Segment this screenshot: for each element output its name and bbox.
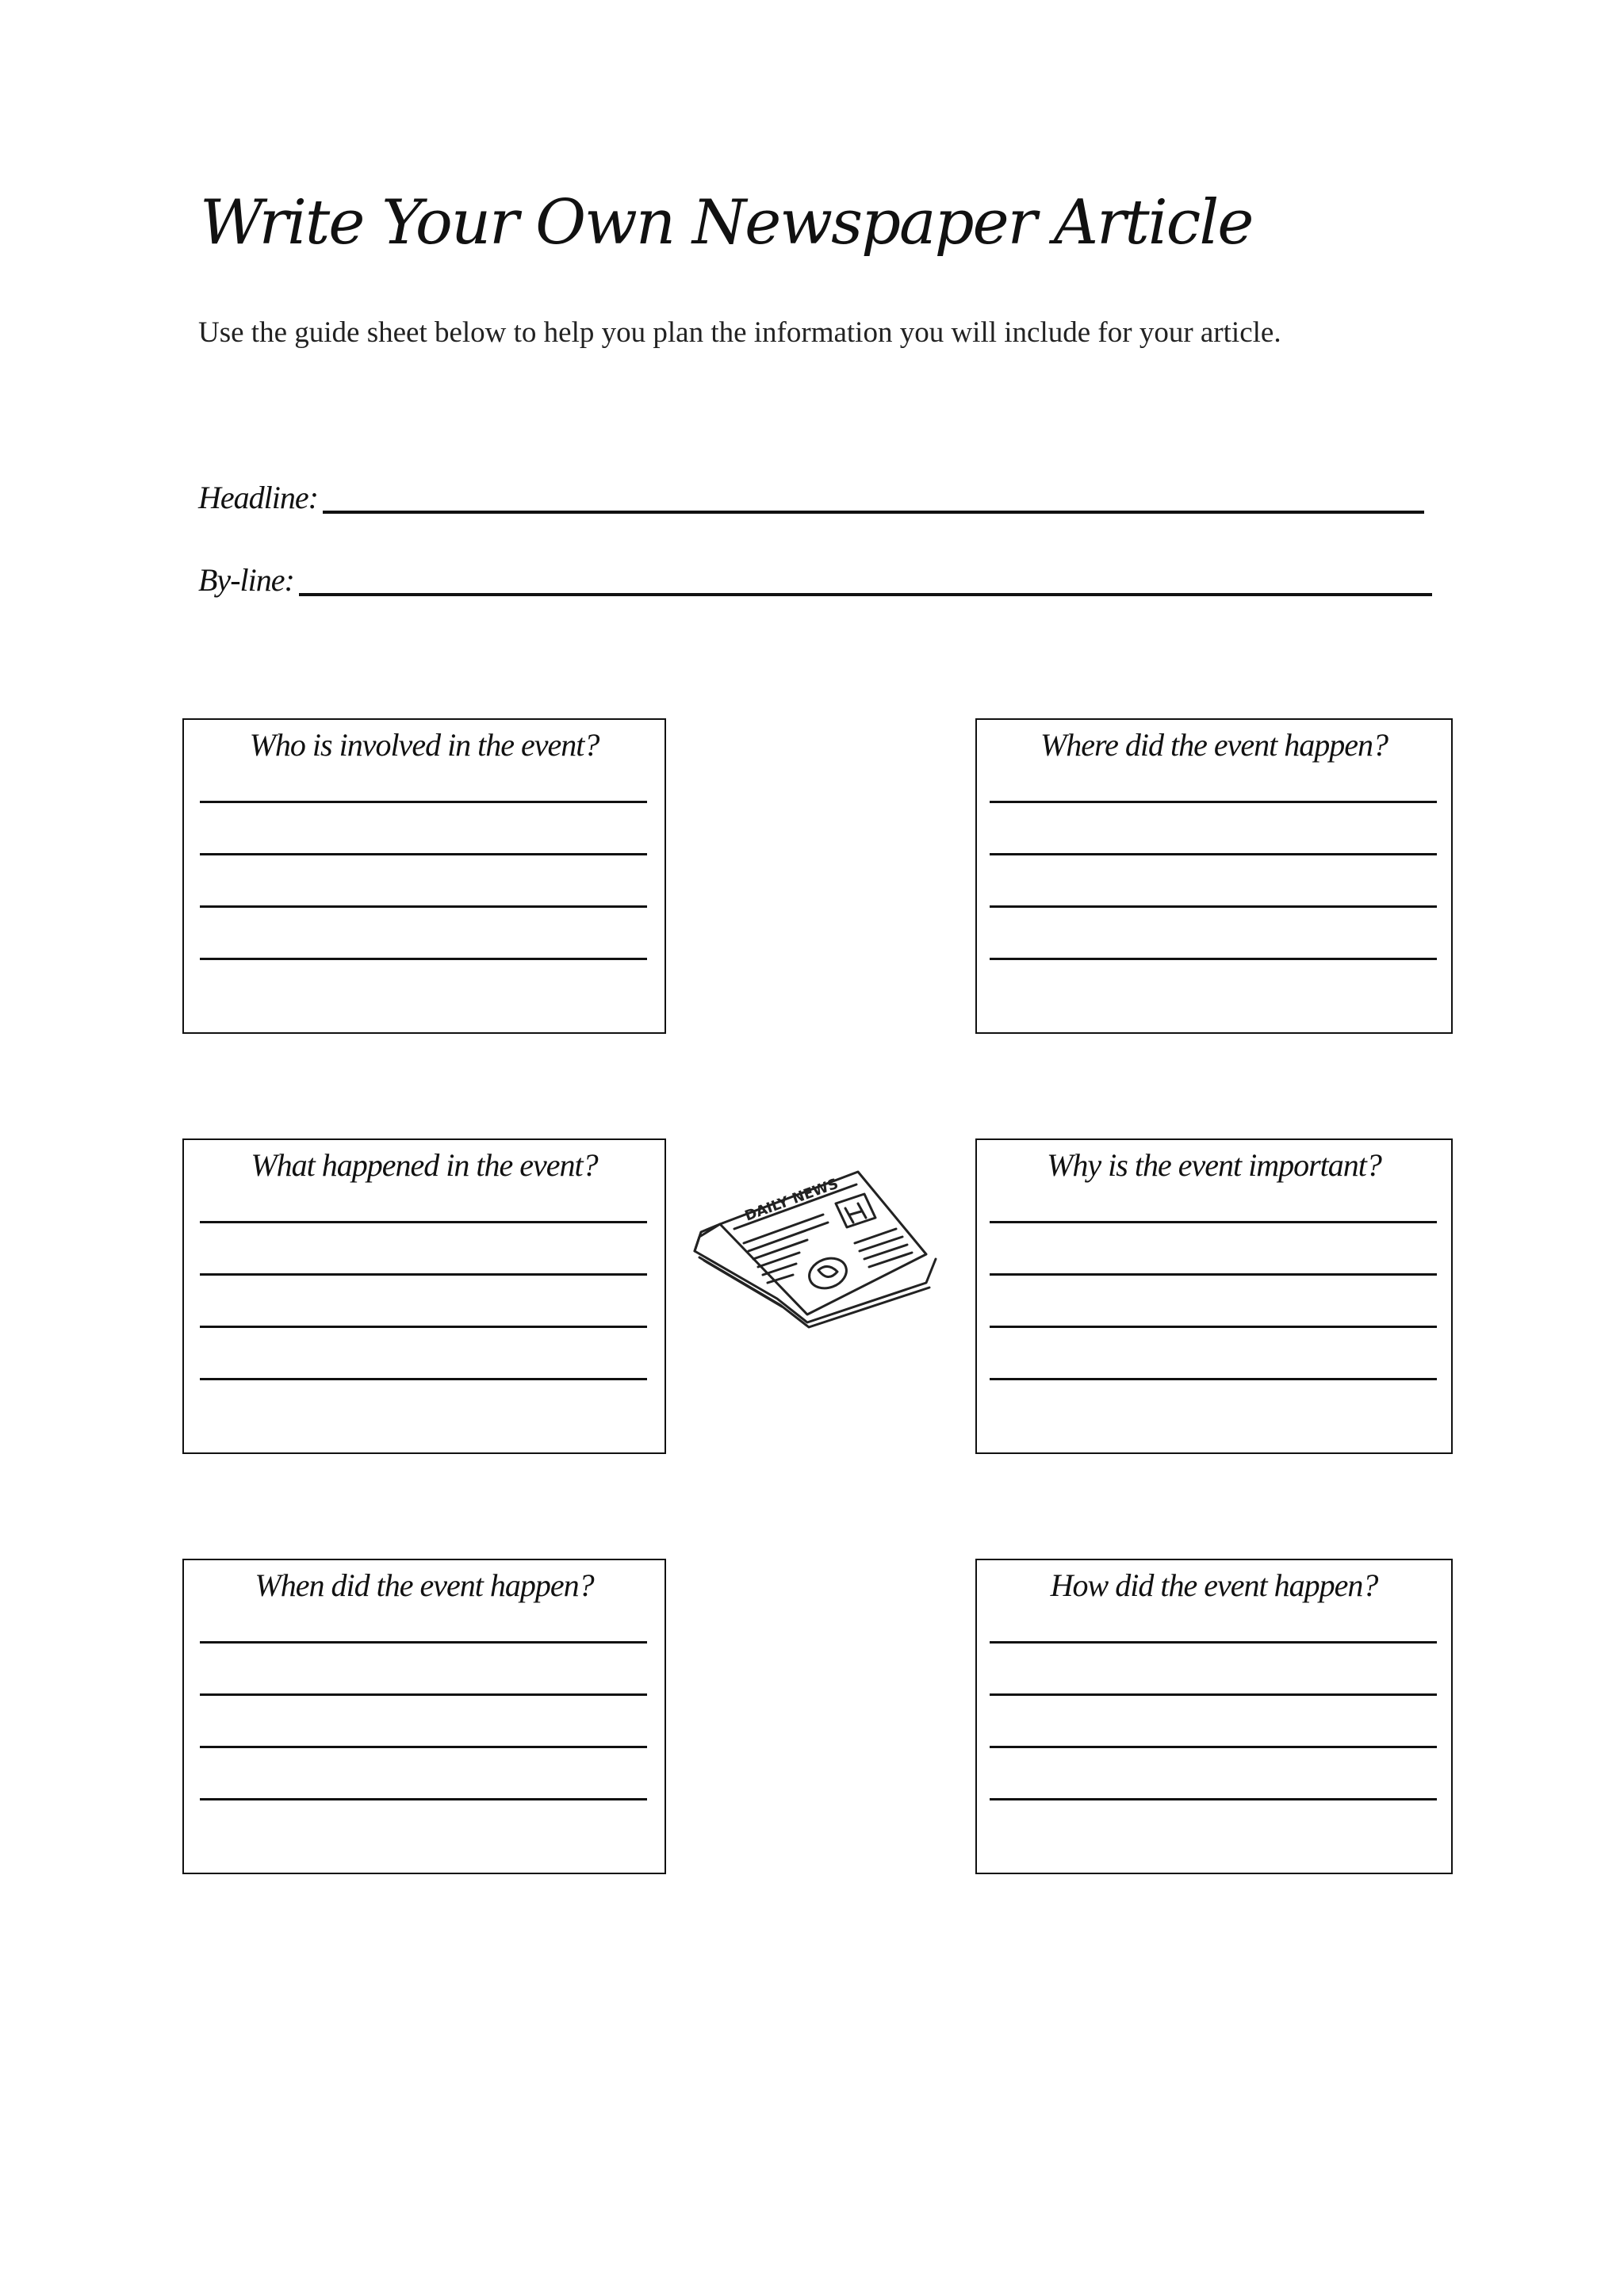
when-heading: When did the event happen? <box>255 1567 594 1603</box>
what-box <box>182 1138 666 1454</box>
how-box <box>975 1559 1453 1874</box>
answer-line[interactable] <box>200 1378 647 1380</box>
answer-line[interactable] <box>200 905 647 908</box>
answer-line[interactable] <box>990 1693 1437 1696</box>
answer-line[interactable] <box>990 958 1437 960</box>
when-box <box>182 1559 666 1874</box>
answer-line[interactable] <box>200 801 647 803</box>
answer-line[interactable] <box>990 801 1437 803</box>
answer-line[interactable] <box>990 1798 1437 1800</box>
page-title: Write Your Own Newspaper Article <box>200 187 1253 258</box>
headline-rule[interactable] <box>323 511 1424 514</box>
answer-line[interactable] <box>200 958 647 960</box>
instructions-text: Use the guide sheet below to help you plan the information you will include for your article. <box>198 316 1281 349</box>
what-heading: What happened in the event? <box>251 1147 598 1183</box>
answer-line[interactable] <box>200 853 647 855</box>
how-heading: How did the event happen? <box>1050 1567 1378 1603</box>
answer-line[interactable] <box>990 1273 1437 1276</box>
why-box <box>975 1138 1453 1454</box>
answer-line[interactable] <box>990 853 1437 855</box>
who-heading: Who is involved in the event? <box>249 727 599 763</box>
answer-line[interactable] <box>200 1746 647 1748</box>
answer-line[interactable] <box>200 1326 647 1328</box>
answer-line[interactable] <box>990 905 1437 908</box>
headline-field[interactable] <box>198 473 1424 514</box>
answer-line[interactable] <box>200 1798 647 1800</box>
answer-line[interactable] <box>200 1221 647 1223</box>
answer-line[interactable] <box>990 1641 1437 1644</box>
where-box <box>975 718 1453 1034</box>
answer-line[interactable] <box>990 1221 1437 1223</box>
answer-line[interactable] <box>200 1273 647 1276</box>
byline-label: By-line: <box>198 562 294 598</box>
byline-field[interactable] <box>198 555 1432 596</box>
answer-line[interactable] <box>990 1746 1437 1748</box>
where-heading: Where did the event happen? <box>1040 727 1388 763</box>
answer-line[interactable] <box>990 1326 1437 1328</box>
headline-label: Headline: <box>198 480 318 515</box>
answer-line[interactable] <box>990 1378 1437 1380</box>
answer-line[interactable] <box>200 1693 647 1696</box>
answer-line[interactable] <box>200 1641 647 1644</box>
masthead-text: DAILY NEWS <box>742 1175 841 1225</box>
newspaper-icon <box>688 1164 939 1329</box>
why-heading: Why is the event important? <box>1047 1147 1381 1183</box>
who-box <box>182 718 666 1034</box>
byline-rule[interactable] <box>299 593 1432 596</box>
